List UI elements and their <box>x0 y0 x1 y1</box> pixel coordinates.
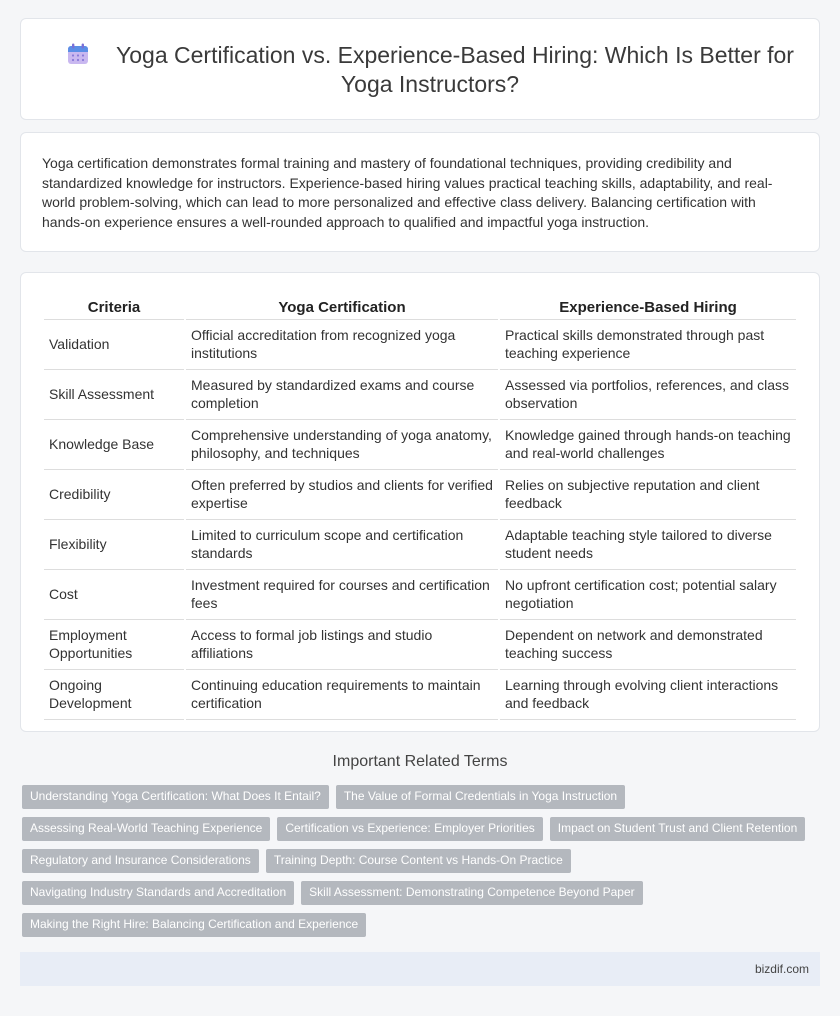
criteria-cell: Knowledge Base <box>44 420 184 470</box>
intro-card <box>20 132 820 252</box>
certification-cell: Measured by standardized exams and course completion <box>186 370 498 420</box>
related-term-tag[interactable]: Navigating Industry Standards and Accreditation <box>22 881 294 905</box>
criteria-cell: Flexibility <box>44 520 184 570</box>
page-title: Yoga Certification vs. Experience-Based Hiring: Which Is Better for Yoga Instructors? <box>116 42 794 97</box>
calendar-icon <box>66 42 90 66</box>
table-row <box>44 520 796 570</box>
related-term-tag[interactable]: Training Depth: Course Content vs Hands-On Practice <box>266 849 571 873</box>
experience-cell: Dependent on network and demonstrated teaching success <box>500 620 796 670</box>
table-row <box>44 370 796 420</box>
related-terms-list <box>22 785 822 945</box>
column-header-criteria: Criteria <box>44 295 184 320</box>
certification-cell: Comprehensive understanding of yoga anatomy, philosophy, and techniques <box>186 420 498 470</box>
table-row <box>44 620 796 670</box>
criteria-cell: Ongoing Development <box>44 670 184 720</box>
experience-cell: Knowledge gained through hands-on teaching and real-world challenges <box>500 420 796 470</box>
footer <box>20 952 820 986</box>
experience-cell: Assessed via portfolios, references, and class observation <box>500 370 796 420</box>
related-term-tag[interactable]: Impact on Student Trust and Client Retention <box>550 817 805 841</box>
certification-cell: Official accreditation from recognized yoga institutions <box>186 320 498 370</box>
table-row <box>44 320 796 370</box>
certification-cell: Investment required for courses and certification fees <box>186 570 498 620</box>
criteria-cell: Cost <box>44 570 184 620</box>
comparison-table <box>42 295 798 720</box>
related-term-tag[interactable]: Assessing Real-World Teaching Experience <box>22 817 270 841</box>
certification-cell: Limited to curriculum scope and certification standards <box>186 520 498 570</box>
criteria-cell: Skill Assessment <box>44 370 184 420</box>
table-row <box>44 470 796 520</box>
footer-site-link[interactable]: bizdif.com <box>754 962 809 976</box>
certification-cell: Access to formal job listings and studio affiliations <box>186 620 498 670</box>
intro-paragraph: Yoga certification demonstrates formal training and mastery of foundational techniques, providing credibility and standardized knowledge for instructors. Experience-based hiring values practical teaching skills, adaptability, and real-world problem-solving, which can lead to more personalized and effective class delivery. Balancing certification with hands-on experience ensures a well-rounded approach to qualified and impactful yoga instruction. <box>42 155 773 230</box>
related-term-tag[interactable]: Understanding Yoga Certification: What Does It Entail? <box>22 785 329 809</box>
related-term-tag[interactable]: Regulatory and Insurance Considerations <box>22 849 259 873</box>
table-row <box>44 670 796 720</box>
related-terms-heading: Important Related Terms <box>332 753 508 770</box>
experience-cell: Practical skills demonstrated through past teaching experience <box>500 320 796 370</box>
column-header-certification: Yoga Certification <box>186 295 498 320</box>
criteria-cell: Validation <box>44 320 184 370</box>
experience-cell: No upfront certification cost; potential salary negotiation <box>500 570 796 620</box>
related-term-tag[interactable]: Certification vs Experience: Employer Priorities <box>277 817 542 841</box>
comparison-card <box>20 272 820 732</box>
header-card <box>20 18 820 120</box>
experience-cell: Learning through evolving client interactions and feedback <box>500 670 796 720</box>
table-header-row <box>44 295 796 320</box>
related-term-tag[interactable]: Skill Assessment: Demonstrating Competence Beyond Paper <box>301 881 643 905</box>
criteria-cell: Employment Opportunities <box>44 620 184 670</box>
criteria-cell: Credibility <box>44 470 184 520</box>
certification-cell: Often preferred by studios and clients for verified expertise <box>186 470 498 520</box>
certification-cell: Continuing education requirements to maintain certification <box>186 670 498 720</box>
experience-cell: Adaptable teaching style tailored to diverse student needs <box>500 520 796 570</box>
column-header-experience: Experience-Based Hiring <box>500 295 796 320</box>
experience-cell: Relies on subjective reputation and client feedback <box>500 470 796 520</box>
table-row <box>44 570 796 620</box>
table-row <box>44 420 796 470</box>
related-term-tag[interactable]: The Value of Formal Credentials in Yoga Instruction <box>336 785 625 809</box>
related-term-tag[interactable]: Making the Right Hire: Balancing Certification and Experience <box>22 913 366 937</box>
title-wrap <box>51 41 809 99</box>
